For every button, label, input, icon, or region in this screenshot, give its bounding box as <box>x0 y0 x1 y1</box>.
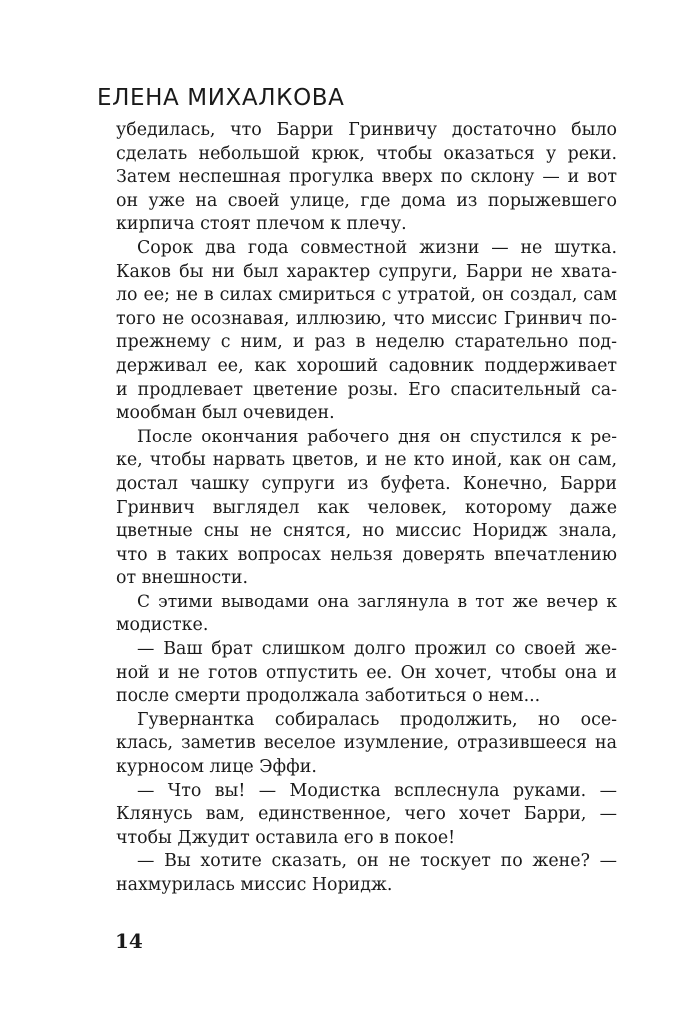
text-line: нахмурилась миссис Норидж. <box>116 875 393 895</box>
text-line: от внешности. <box>116 568 249 589</box>
text-line: того не осознавая, иллюзию, что миссис Гринвич по- <box>116 308 617 329</box>
text-line: цветные сны не снятся, но миссис Норидж знала, <box>116 521 617 542</box>
text-line: убедилась, что Барри Гринвичу достаточно было <box>116 120 617 140</box>
text-line: он уже на своей улице, где дома из порыжевшего <box>116 190 617 211</box>
text-line: Каков бы ни был характер супруги, Барри не хвата- <box>116 261 617 282</box>
text-line: мообман был очевиден. <box>116 403 335 424</box>
text-line: клась, заметив веселое изумление, отразившееся на <box>116 733 617 754</box>
text-line: и продлевает цветение розы. Его спасительный са- <box>116 379 617 400</box>
running-head: ЕЛЕНА МИХАЛКОВА <box>97 85 345 111</box>
text-line: после смерти продолжала заботиться о нем... <box>116 686 541 707</box>
text-line: Гринвич выглядел как человек, которому даже <box>116 497 617 518</box>
text-line: сделать небольшой крюк, чтобы оказаться у реки. <box>116 143 617 164</box>
paragraph-first-line: Гувернантка собиралась продолжить, но осе- <box>137 709 617 730</box>
text-line: ло ее; не в силах смириться с утратой, он создал, сам <box>116 285 617 306</box>
page-number: 14 <box>115 929 143 953</box>
dialogue-line: — Вы хотите сказать, он не тоскует по жене? — <box>137 851 617 872</box>
paragraph-first-line: С этими выводами она заглянула в тот же вечер к <box>137 591 617 612</box>
text-line: держивал ее, как хороший садовник поддерживает <box>116 355 617 376</box>
text-line: что в таких вопросах нельзя доверять впечатлению <box>116 544 617 565</box>
text-line: кирпича стоят плечом к плечу. <box>116 214 407 235</box>
paragraph-first-line: Сорок два года совместной жизни — не шутка. <box>137 237 617 258</box>
text-line: Затем неспешная прогулка вверх по склону — и вот <box>116 167 617 188</box>
text-line: Клянусь вам, единственное, чего хочет Барри, — <box>116 804 617 825</box>
paragraph-first-line: После окончания рабочего дня он спустился к ре- <box>137 426 617 447</box>
body-text <box>116 119 617 898</box>
text-line: ной и не готов отпустить ее. Он хочет, чтобы она и <box>116 662 617 683</box>
text-line: достал чашку супруги из буфета. Конечно, Барри <box>116 473 617 494</box>
text-line: чтобы Джудит оставила его в покое! <box>116 827 456 848</box>
dialogue-line: — Ваш брат слишком долго прожил со своей же- <box>137 639 617 660</box>
text-line: модистке. <box>116 615 209 636</box>
text-line: прежнему с ним, и раз в неделю старательно под- <box>116 332 617 353</box>
dialogue-line: — Что вы! — Модистка всплеснула руками. — <box>137 780 617 801</box>
text-line: ке, чтобы нарвать цветов, и не кто иной, как он сам, <box>116 450 617 471</box>
text-line: курносом лице Эффи. <box>116 757 317 778</box>
